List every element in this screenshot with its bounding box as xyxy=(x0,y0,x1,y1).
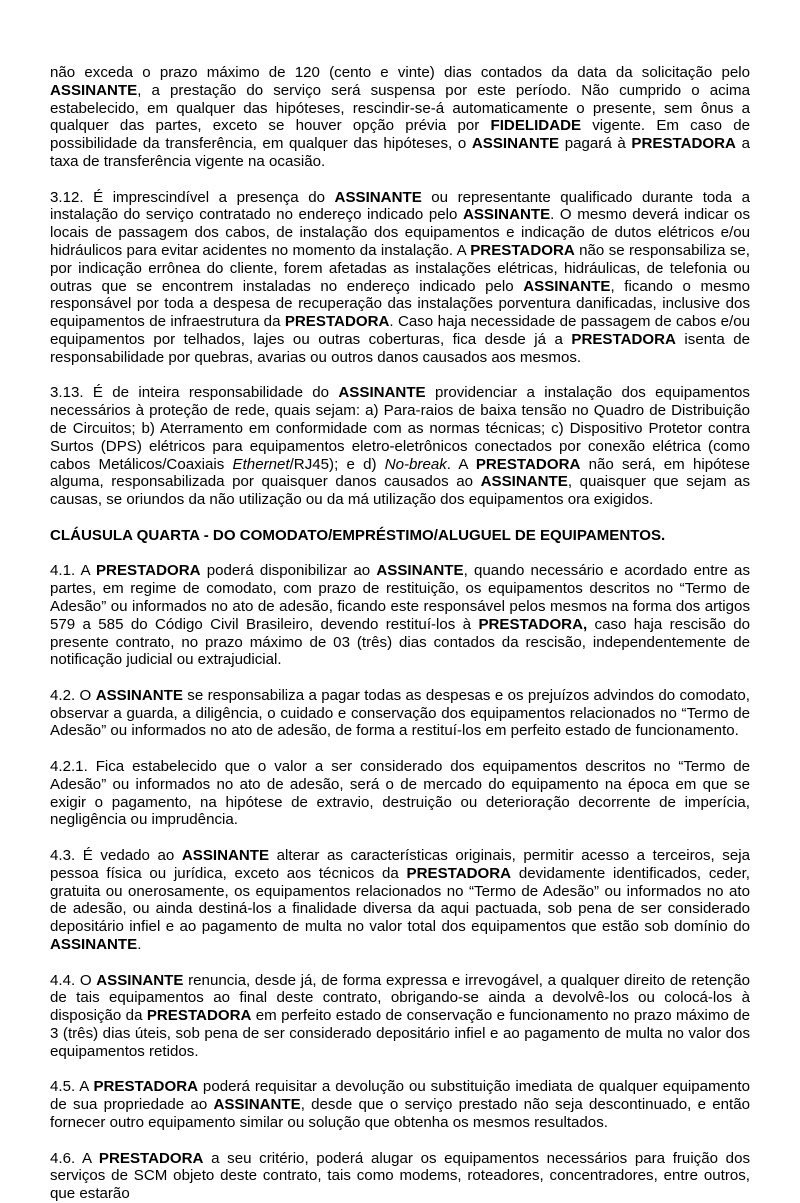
bold-term: PRESTADORA xyxy=(95,562,201,580)
bold-term: ASSINANTE xyxy=(338,384,426,402)
text-run: , a prestação do serviço será suspensa por este período. Não cumprido o acima estabelecido, em qualquer das hipóteses, rescindir-se-á automaticamente o presente, sem ônus a qualquer das partes, exceto se houver opção prévia por xyxy=(50,81,750,135)
text-run: vigente. Em caso de possibilidade da transferência, em qualquer das hipóteses, o xyxy=(50,117,750,153)
paragraph-4-2-1 xyxy=(50,758,750,829)
text-run: 4.6. A xyxy=(50,1149,99,1167)
text-run: , quando necessário e acordado entre as partes, em regime de comodato, com prazo de restituição, os equipamentos descritos no “Termo de Adesão” ou informados no ato de adesão, ficando este responsável pelos mesmos na forma dos artigos 579 a 585 do Código Civil Brasileiro, devendo restituí-los à xyxy=(50,562,750,633)
bold-term: ASSINANTE xyxy=(50,936,138,954)
text-run: não se responsabiliza se, por indicação errônea do cliente, forem afetadas as instalações elétricas, hidráulicas, de telefonia ou outras que se encontrem instaladas no endereço indicado pelo xyxy=(50,241,750,295)
text-run: 4.2. O xyxy=(50,686,96,704)
paragraph-4-5 xyxy=(50,1078,750,1131)
italic-term: Ethernet xyxy=(232,455,290,473)
paragraph-4-1 xyxy=(50,562,750,669)
bold-term: PRESTADORA, xyxy=(478,615,588,633)
bold-term: ASSINANTE xyxy=(523,277,611,295)
text-run: , quaisquer que sejam as causas, se oriundos da não utilização ou da má utilização dos equipamentos ora exigidos. xyxy=(50,473,750,509)
bold-term: PRESTADORA xyxy=(571,330,676,348)
bold-term: ASSINANTE xyxy=(462,206,551,224)
text-run: pagará à xyxy=(559,135,632,153)
text-run: . Caso haja necessidade de passagem de cabos e/ou equipamentos por telhados, lajes ou outras coberturas, fica desde já a xyxy=(50,313,750,348)
section-heading-clausula-quarta xyxy=(50,527,750,545)
text-run: em perfeito estado de conservação e funcionamento no prazo máximo de 3 (três) dias úteis, sob pena de ser considerado depositário infiel e ao pagamento de multa no valor dos equipamentos retidos. xyxy=(50,1007,750,1060)
text-run: a seu critério, poderá alugar os equipamentos necessários para fruição dos serviços de SCM objeto deste contrato, tais como modems, roteadores, concentradores, entre outros, que estarão xyxy=(50,1149,751,1203)
bold-term: ASSINANTE xyxy=(471,135,560,153)
text-run: , ficando o mesmo responsável por toda a despesa de recuperação das instalações porventura danificadas, inclusive dos equipamentos de infraestrutura da xyxy=(50,277,750,331)
paragraph-4-2 xyxy=(50,687,750,740)
bold-term: PRESTADORA xyxy=(406,864,512,882)
text-run: 4.5. A xyxy=(50,1078,94,1096)
paragraph-4-6 xyxy=(50,1150,750,1203)
text-run: alterar as características originais, permitir acesso a terceiros, seja pessoa física ou jurídica, exceto aos técnicos da xyxy=(50,847,750,882)
text-run: a taxa de transferência vigente na ocasião. xyxy=(50,135,750,170)
text-run: 4.2.1. Fica estabelecido que o valor a ser considerado dos equipamentos descritos no “Termo de Adesão” ou informados no ato de adesão, será o de mercado do equipamento na época em que se exigir o pagamento, na hipótese de extravio, destruição ou deterioração decorrente de imperícia, negligência ou imprudência. xyxy=(50,758,750,829)
bold-term: ASSINANTE xyxy=(96,971,184,989)
bold-term: PRESTADORA xyxy=(93,1078,198,1096)
paragraph-3-11-continuation xyxy=(50,64,750,171)
bold-term: ASSINANTE xyxy=(50,81,138,99)
paragraph-3-12 xyxy=(50,189,750,367)
text-run: , desde que o serviço prestado não seja descontinuado, e então fornecer outro equipamento similar ou solução que obtenha os mesmos resultados. xyxy=(50,1096,751,1132)
bold-term: PRESTADORA xyxy=(475,455,581,473)
text-run: renuncia, desde já, de forma expressa e irrevogável, a qualquer direito de retenção de tais equipamentos ao final deste contrato, obrigando-se ainda a devolvê-los ou colocá-los à disposição da xyxy=(50,971,751,1025)
paragraph-4-3 xyxy=(50,847,750,954)
text-run: 3.13. É de inteira responsabilidade do xyxy=(50,384,339,402)
text-run: não exceda o prazo máximo de 120 (cento e vinte) dias contados da data da solicitação pelo xyxy=(50,64,750,81)
text-run: 4.4. O xyxy=(50,971,97,989)
text-run: 3.12. É imprescindível a presença do xyxy=(50,188,335,206)
text-run: ou representante qualificado durante toda a instalação do serviço contratado no endereço indicado pelo xyxy=(50,188,750,224)
paragraph-4-4 xyxy=(50,972,750,1061)
bold-term: PRESTADORA xyxy=(98,1149,204,1167)
text-run: . A xyxy=(446,455,476,473)
text-run: não será, em hipótese alguma, responsabilizada por quaisquer danos causados ao xyxy=(50,455,751,491)
text-run: se responsabiliza a pagar todas as despesas e os prejuízos advindos do comodato, observar a guarda, a diligência, o cuidado e conservação dos equipamentos relacionados no “Termo de Adesão” ou informados no ato de adesão, de forma a restituí-los em perfeito estado de funcionamento. xyxy=(50,686,750,740)
bold-term: ASSINANTE xyxy=(480,473,568,491)
text-run: 4.3. É vedado ao xyxy=(50,847,182,865)
text-run: providenciar a instalação dos equipamentos necessários à proteção de rede, quais sejam: a) Para-raios de baixa tensão no Quadro de Distribuição de Circuitos; b) Aterramento em conformidade com as normas técnicas; c) Dispositivo Protetor contra Surtos (DPS) elétricos para equipamentos eletro-eletrônicos conectados por conexão elétrica (como cabos Metálicos/Coaxiais xyxy=(50,384,750,473)
bold-term: PRESTADORA xyxy=(284,313,390,331)
bold-term: ASSINANTE xyxy=(376,562,464,580)
bold-term: ASSINANTE xyxy=(213,1096,301,1114)
text-run: . O mesmo deverá indicar os locais de passagem dos cabos, de instalação dos equipamentos e indicação de dutos elétricos e/ou hidráulicos para evitar acidentes no momento da instalação. A xyxy=(50,206,750,259)
text-run: . xyxy=(137,936,142,954)
bold-term: PRESTADORA xyxy=(146,1007,252,1025)
text-run: poderá disponibilizar ao xyxy=(200,562,377,580)
bold-term: ASSINANTE xyxy=(334,188,422,206)
text-run: isenta de responsabilidade por quebras, avarias ou outros danos causados aos mesmos. xyxy=(50,330,750,366)
bold-term: PRESTADORA xyxy=(470,241,575,259)
italic-term: No-break xyxy=(384,455,447,473)
text-run: /RJ45); e d) xyxy=(289,455,385,473)
text-run: devidamente identificados, ceder, gratuita ou onerosamente, os equipamentos relacionados no “Termo de Adesão” ou informados no ato de adesão, ou ainda destiná-los a finalidade diversa da aqui pactuada, sob pena de ser considerado depositário infiel e ao pagamento de multa no valor total dos equipamentos que estão sob domínio do xyxy=(50,864,750,936)
bold-term: ASSINANTE xyxy=(95,686,183,704)
paragraph-3-13 xyxy=(50,384,750,509)
bold-term: PRESTADORA xyxy=(631,135,736,153)
bold-term: CLÁUSULA QUARTA - DO COMODATO/EMPRÉSTIMO/ALUGUEL DE EQUIPAMENTOS. xyxy=(50,526,666,544)
text-run: 4.1. A xyxy=(50,562,96,580)
bold-term: FIDELIDADE xyxy=(490,117,582,135)
bold-term: ASSINANTE xyxy=(181,847,270,865)
text-run: caso haja rescisão do presente contrato, no prazo máximo de 03 (três) dias contados da rescisão, independentemente de notificação judicial ou extrajudicial. xyxy=(50,615,751,669)
text-run: poderá requisitar a devolução ou substituição imediata de qualquer equipamento de sua propriedade ao xyxy=(50,1078,750,1114)
